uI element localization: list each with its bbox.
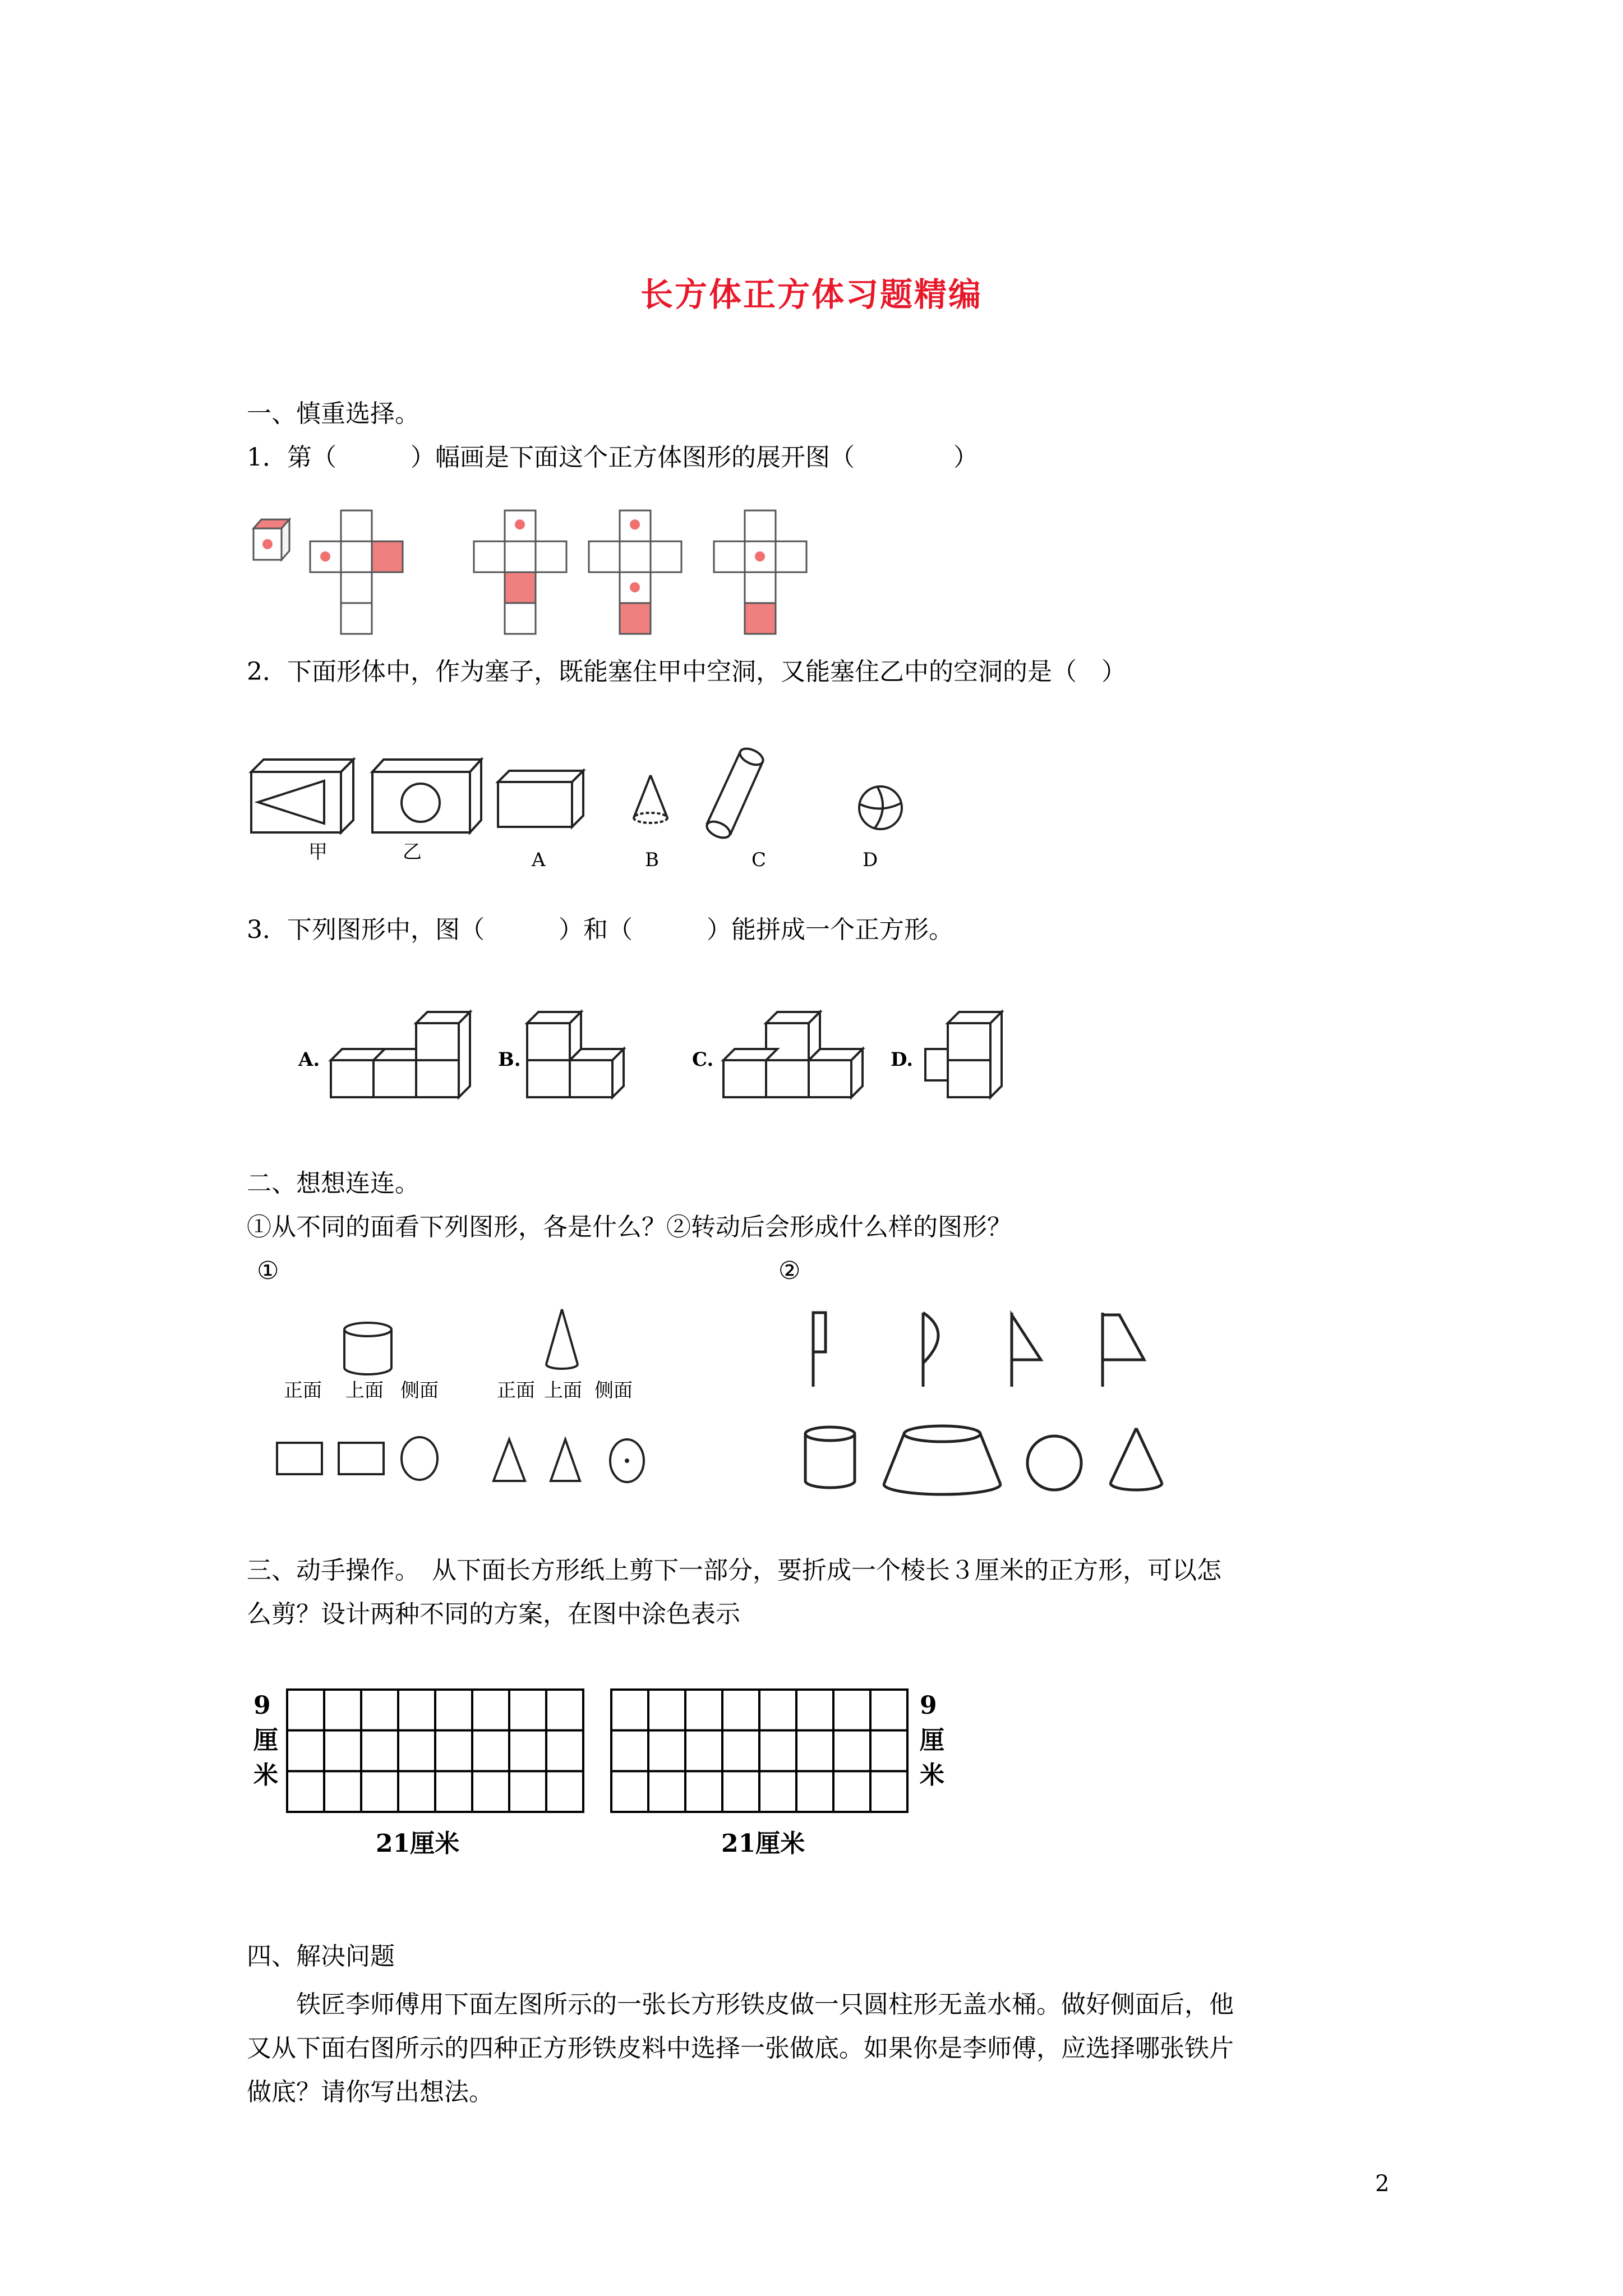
views-figure xyxy=(269,1296,673,1498)
label-q3-b: B. xyxy=(498,1048,521,1071)
grid-left-side-label xyxy=(253,1688,278,1793)
view-label-side-2: 侧面 xyxy=(594,1379,633,1402)
label-yi: 乙 xyxy=(403,841,422,863)
label-q3-a: A. xyxy=(298,1048,320,1071)
label-b: B xyxy=(645,849,659,871)
q3-block-shapes-figure xyxy=(292,1004,1088,1116)
side-label-li-right: 厘 xyxy=(920,1726,944,1755)
section1-heading: 一、慎重选择。 xyxy=(247,399,419,428)
grid-left-bottom-label: 21厘米 xyxy=(376,1829,460,1858)
side-label-li: 厘 xyxy=(253,1726,278,1755)
section2-instruction: ①从不同的面看下列图形，各是什么？②转动后会形成什么样的图形？ xyxy=(247,1213,1012,1241)
page-title: 长方体正方体习题精编 xyxy=(640,275,983,314)
label-a: A xyxy=(532,849,546,871)
label-jia: 甲 xyxy=(308,841,328,863)
side-label-9-right: 9 xyxy=(920,1691,937,1720)
part1-mark: ① xyxy=(257,1257,279,1285)
section4-para-line1: 铁匠李师傅用下面左图所示的一张长方形铁皮做一只圆柱形无盖水桶。做好侧面后，他 xyxy=(247,1990,1234,2019)
q2-plug-shapes-figure xyxy=(247,746,920,881)
section4-para-line3: 做底？请你写出想法。 xyxy=(247,2078,494,2106)
paper-grid-right[interactable] xyxy=(610,1688,909,1814)
side-label-mi-right: 米 xyxy=(920,1761,944,1789)
view-label-side-1: 侧面 xyxy=(400,1379,439,1402)
view-label-front-1: 正面 xyxy=(284,1379,322,1402)
question-1: 1．第（ ）幅画是下面这个正方体图形的展开图（ ） xyxy=(247,443,978,472)
view-label-top-2: 上面 xyxy=(544,1379,582,1402)
section4-heading: 四、解决问题 xyxy=(247,1942,395,1971)
view-label-top-1: 上面 xyxy=(345,1379,384,1402)
grid-right-bottom-label: 21厘米 xyxy=(721,1829,805,1858)
grid-right-side-label xyxy=(920,1688,944,1793)
view-label-front-2: 正面 xyxy=(497,1379,535,1402)
label-q3-d: D. xyxy=(891,1048,914,1071)
side-label-9: 9 xyxy=(253,1691,271,1720)
question-3: 3．下列图形中，图（ ）和（ ）能拼成一个正方形。 xyxy=(247,915,953,944)
side-label-mi: 米 xyxy=(253,1761,278,1789)
section3-line1: 三、动手操作。 从下面长方形纸上剪下一部分，要折成一个棱长３厘米的正方形，可以怎 xyxy=(247,1556,1221,1585)
section2-heading: 二、想想连连。 xyxy=(247,1169,419,1198)
page-number: 2 xyxy=(1375,2171,1390,2197)
q1-cube-nets-figure xyxy=(247,510,875,645)
part2-mark: ② xyxy=(778,1257,801,1285)
rotation-figure xyxy=(774,1301,1178,1503)
label-d: D xyxy=(863,849,878,871)
label-c: C xyxy=(751,849,767,871)
section3-line2: 么剪？设计两种不同的方案，在图中涂色表示 xyxy=(247,1600,740,1628)
label-q3-c: C. xyxy=(692,1048,714,1071)
section4-para-line2: 又从下面右图所示的四种正方形铁皮料中选择一张做底。如果你是李师傅，应选择哪张铁片 xyxy=(247,2034,1234,2063)
paper-grid-left[interactable] xyxy=(286,1688,584,1814)
question-2: 2．下面形体中，作为塞子，既能塞住甲中空洞，又能塞住乙中的空洞的是（ ） xyxy=(247,657,1126,686)
